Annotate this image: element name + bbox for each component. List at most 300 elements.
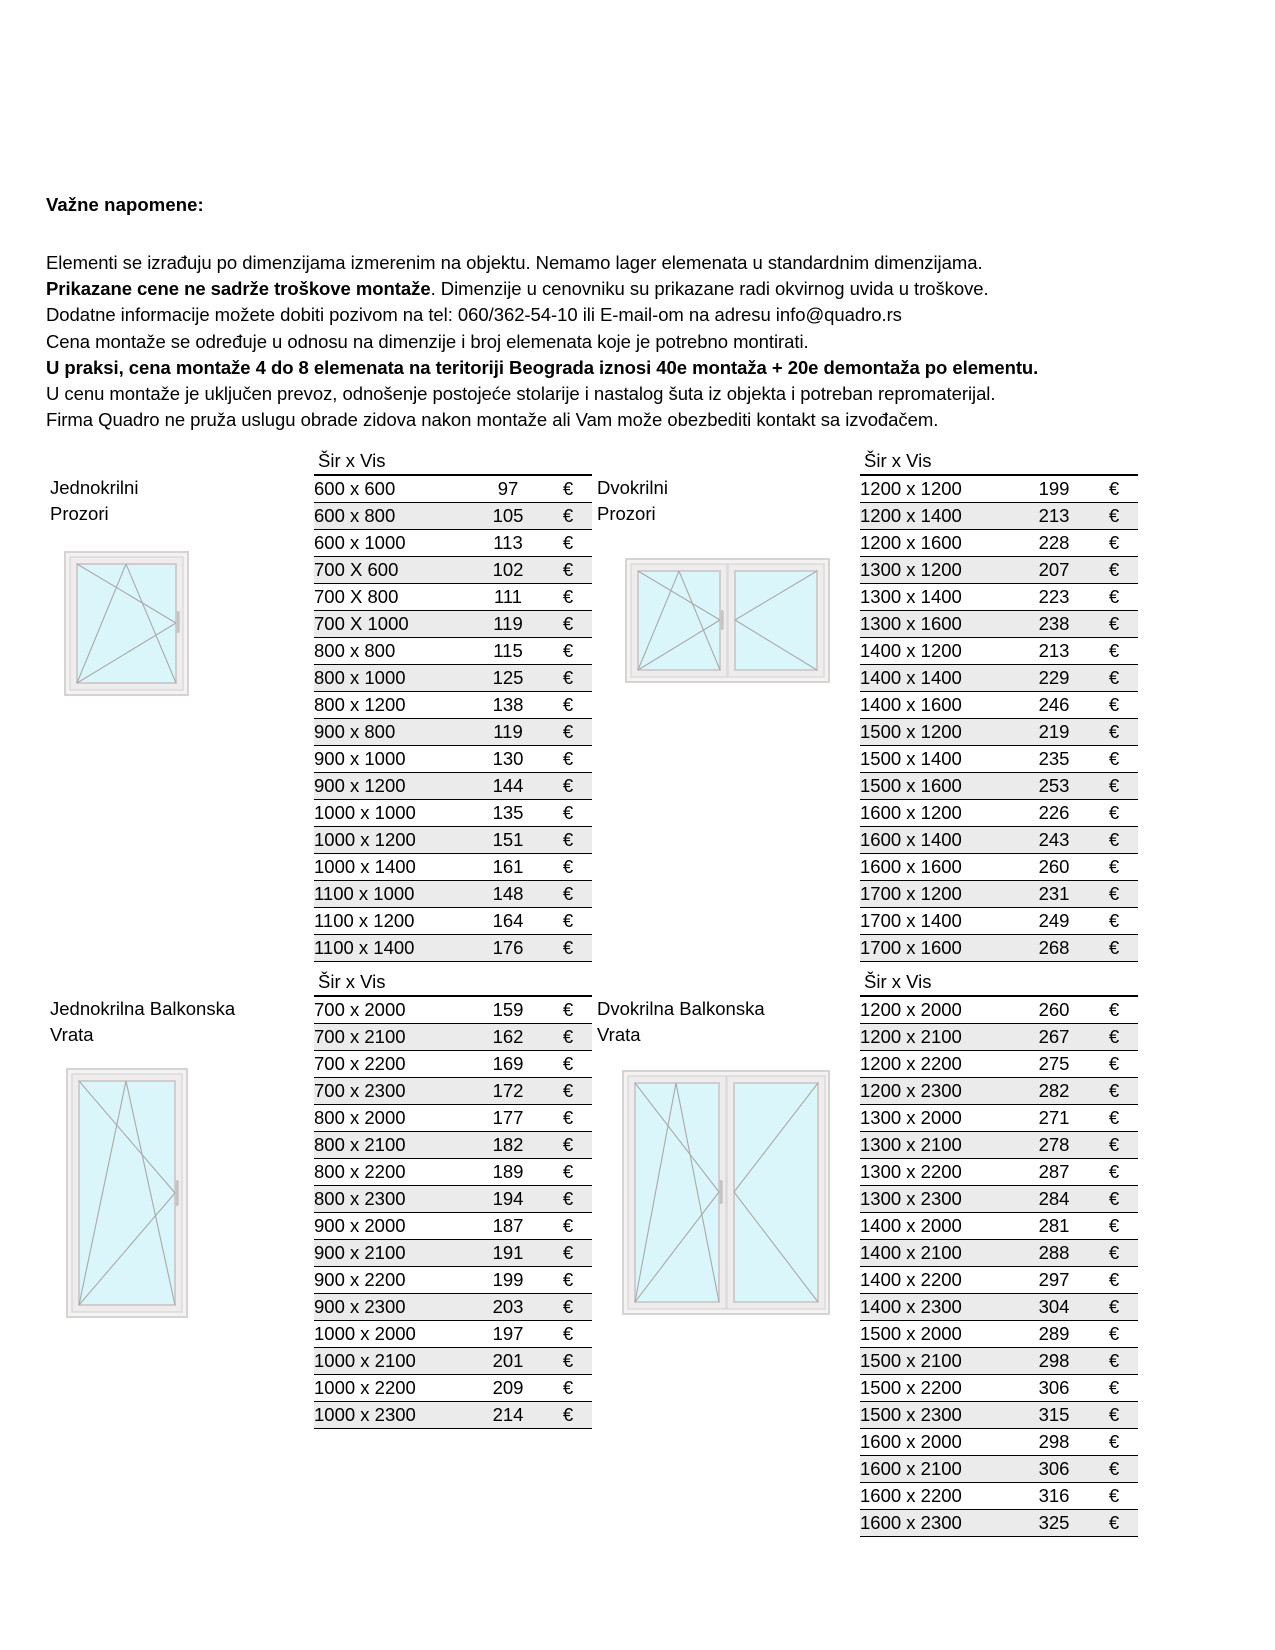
- table-row: [860, 1159, 1138, 1186]
- table-row: [860, 1348, 1138, 1375]
- table-row: [860, 827, 1138, 854]
- table-row: [860, 665, 1138, 692]
- cell-price: 130: [472, 746, 544, 773]
- cell-currency: €: [1090, 1483, 1138, 1510]
- table-row: [860, 1375, 1138, 1402]
- cell-price: 297: [1018, 1267, 1090, 1294]
- cell-currency: €: [544, 530, 592, 557]
- cell-currency: €: [1090, 1213, 1138, 1240]
- table-row: [860, 935, 1138, 962]
- cell-price: 306: [1018, 1456, 1090, 1483]
- cell-price: 151: [472, 827, 544, 854]
- cell-currency: €: [1090, 1375, 1138, 1402]
- price-table-dvokrilna-balkonska-vrata: [860, 997, 1138, 1537]
- cell-currency: €: [1090, 1294, 1138, 1321]
- cell-currency: €: [1090, 1348, 1138, 1375]
- cell-currency: €: [544, 1402, 592, 1429]
- cell-dimension: 1000 x 2000: [314, 1321, 472, 1348]
- cell-price: 135: [472, 800, 544, 827]
- table-row: [314, 584, 592, 611]
- cell-currency: €: [544, 908, 592, 935]
- cell-dimension: 1500 x 2200: [860, 1375, 1018, 1402]
- cell-dimension: 700 x 2000: [314, 997, 472, 1024]
- cell-dimension: 1300 x 2200: [860, 1159, 1018, 1186]
- table-row: [860, 692, 1138, 719]
- table-header-jednokrilni-prozori: Šir x Vis: [314, 450, 592, 476]
- table-row: [314, 746, 592, 773]
- cell-price: 271: [1018, 1105, 1090, 1132]
- table-row: [314, 1024, 592, 1051]
- cell-dimension: 1000 x 2200: [314, 1375, 472, 1402]
- cell-price: 187: [472, 1213, 544, 1240]
- cell-currency: €: [544, 476, 592, 503]
- table-row: [860, 611, 1138, 638]
- cell-dimension: 1600 x 1200: [860, 800, 1018, 827]
- table-row: [314, 1105, 592, 1132]
- price-table-jednokrilni-prozori: [314, 476, 592, 962]
- cell-dimension: 1300 x 2100: [860, 1132, 1018, 1159]
- cell-currency: €: [1090, 997, 1138, 1024]
- cell-price: 161: [472, 854, 544, 881]
- cell-price: 97: [472, 476, 544, 503]
- table-row: [314, 503, 592, 530]
- cell-dimension: 1600 x 2300: [860, 1510, 1018, 1537]
- cell-price: 119: [472, 719, 544, 746]
- note-line-5: U praksi, cena montaže 4 do 8 elemenata na teritoriji Beograda iznosi 40e montaža + 20e demontaža po elementu.: [46, 356, 1039, 378]
- cell-price: 284: [1018, 1186, 1090, 1213]
- price-table-jednokrilna-balkonska-vrata: [314, 997, 592, 1429]
- figure-jednokrilni-prozor: [64, 551, 189, 701]
- cell-dimension: 1200 x 1400: [860, 503, 1018, 530]
- table-row: [860, 719, 1138, 746]
- cell-currency: €: [1090, 476, 1138, 503]
- cell-price: 226: [1018, 800, 1090, 827]
- cell-price: 177: [472, 1105, 544, 1132]
- cell-dimension: 1400 x 1400: [860, 665, 1018, 692]
- table-row: [314, 1375, 592, 1402]
- cell-dimension: 1500 x 1600: [860, 773, 1018, 800]
- cell-currency: €: [544, 1348, 592, 1375]
- cell-price: 194: [472, 1186, 544, 1213]
- cell-currency: €: [1090, 719, 1138, 746]
- cell-currency: €: [1090, 1510, 1138, 1537]
- category-label-line1: Dvokrilni: [597, 477, 668, 498]
- cell-price: 172: [472, 1078, 544, 1105]
- table-row: [314, 1240, 592, 1267]
- cell-dimension: 1200 x 2100: [860, 1024, 1018, 1051]
- cell-currency: €: [544, 1105, 592, 1132]
- table-row: [314, 827, 592, 854]
- cell-price: 102: [472, 557, 544, 584]
- cell-dimension: 700 X 1000: [314, 611, 472, 638]
- table-block-jednokrilni-prozori: [314, 450, 592, 962]
- cell-dimension: 1200 x 2200: [860, 1051, 1018, 1078]
- cell-price: 298: [1018, 1348, 1090, 1375]
- cell-currency: €: [1090, 854, 1138, 881]
- cell-price: 231: [1018, 881, 1090, 908]
- cell-dimension: 600 x 600: [314, 476, 472, 503]
- table-row: [314, 611, 592, 638]
- cell-price: 306: [1018, 1375, 1090, 1402]
- table-row: [860, 1267, 1138, 1294]
- cell-price: 288: [1018, 1240, 1090, 1267]
- cell-price: 268: [1018, 935, 1090, 962]
- cell-dimension: 1400 x 2300: [860, 1294, 1018, 1321]
- table-row: [314, 908, 592, 935]
- table-row: [314, 1267, 592, 1294]
- cell-dimension: 1300 x 1600: [860, 611, 1018, 638]
- cell-price: 201: [472, 1348, 544, 1375]
- cell-currency: €: [544, 665, 592, 692]
- cell-dimension: 1600 x 1400: [860, 827, 1018, 854]
- cell-currency: €: [544, 746, 592, 773]
- cell-price: 278: [1018, 1132, 1090, 1159]
- cell-price: 148: [472, 881, 544, 908]
- cell-currency: €: [1090, 1105, 1138, 1132]
- cell-dimension: 1500 x 2000: [860, 1321, 1018, 1348]
- table-row: [860, 638, 1138, 665]
- cell-dimension: 1400 x 2000: [860, 1213, 1018, 1240]
- cell-currency: €: [544, 1186, 592, 1213]
- table-row: [314, 1078, 592, 1105]
- cell-dimension: 800 x 1000: [314, 665, 472, 692]
- cell-dimension: 1400 x 1600: [860, 692, 1018, 719]
- table-row: [860, 1078, 1138, 1105]
- cell-dimension: 700 x 2100: [314, 1024, 472, 1051]
- figure-dvokrilni-prozor: [625, 558, 830, 688]
- table-row: [860, 1321, 1138, 1348]
- cell-price: 164: [472, 908, 544, 935]
- cell-dimension: 1300 x 1200: [860, 557, 1018, 584]
- note-line-2-bold: Prikazane cene ne sadrže troškove montaže: [46, 278, 431, 300]
- table-row: [314, 1402, 592, 1429]
- cell-currency: €: [1090, 1024, 1138, 1051]
- cell-dimension: 800 x 2200: [314, 1159, 472, 1186]
- cell-dimension: 1700 x 1600: [860, 935, 1018, 962]
- cell-currency: €: [1090, 1429, 1138, 1456]
- cell-price: 138: [472, 692, 544, 719]
- table-row: [314, 1348, 592, 1375]
- category-label-line1: Jednokrilni: [50, 477, 139, 498]
- table-row: [860, 1294, 1138, 1321]
- cell-currency: €: [1090, 1402, 1138, 1429]
- cell-dimension: 900 x 800: [314, 719, 472, 746]
- table-row: [860, 1051, 1138, 1078]
- cell-currency: €: [1090, 935, 1138, 962]
- cell-currency: €: [1090, 1132, 1138, 1159]
- table-block-jednokrilna-balkonska-vrata: [314, 971, 592, 1429]
- category-label-line2: Prozori: [50, 503, 109, 524]
- cell-currency: €: [544, 1078, 592, 1105]
- cell-price: 207: [1018, 557, 1090, 584]
- table-row: [860, 746, 1138, 773]
- cell-price: 213: [1018, 638, 1090, 665]
- table-row: [860, 854, 1138, 881]
- table-row: [314, 773, 592, 800]
- cell-dimension: 900 x 2300: [314, 1294, 472, 1321]
- cell-currency: €: [1090, 1240, 1138, 1267]
- cell-currency: €: [1090, 638, 1138, 665]
- table-row: [860, 584, 1138, 611]
- cell-currency: €: [1090, 1159, 1138, 1186]
- cell-price: 260: [1018, 854, 1090, 881]
- cell-price: 282: [1018, 1078, 1090, 1105]
- table-row: [860, 1132, 1138, 1159]
- table-row: [860, 557, 1138, 584]
- cell-price: 219: [1018, 719, 1090, 746]
- category-label-dvokrilna-balkonska-vrata: [597, 996, 765, 1048]
- cell-price: 281: [1018, 1213, 1090, 1240]
- cell-currency: €: [544, 1213, 592, 1240]
- cell-currency: €: [544, 692, 592, 719]
- table-row: [860, 1429, 1138, 1456]
- note-line-1: Elementi se izrađuju po dimenzijama izmerenim na objektu. Nemamo lager elemenata u standardnim dimenzijama.: [46, 252, 983, 273]
- cell-dimension: 900 x 1000: [314, 746, 472, 773]
- notes-title: Važne napomene:: [46, 194, 204, 215]
- note-line-6: U cenu montaže je uključen prevoz, odnošenje postojeće stolarije i nastalog šuta iz objekta i potreban repromaterijal.: [46, 383, 996, 405]
- cell-currency: €: [544, 719, 592, 746]
- table-row: [860, 1024, 1138, 1051]
- table-row: [314, 476, 592, 503]
- table-row: [314, 935, 592, 962]
- cell-price: 125: [472, 665, 544, 692]
- table-block-dvokrilni-prozori: [860, 450, 1138, 962]
- cell-currency: €: [1090, 773, 1138, 800]
- table-header-dvokrilna-balkonska-vrata: Šir x Vis: [860, 971, 1138, 997]
- cell-dimension: 1600 x 1600: [860, 854, 1018, 881]
- cell-dimension: 800 x 2000: [314, 1105, 472, 1132]
- cell-currency: €: [544, 584, 592, 611]
- cell-currency: €: [544, 638, 592, 665]
- cell-dimension: 700 x 2300: [314, 1078, 472, 1105]
- cell-currency: €: [544, 1267, 592, 1294]
- cell-dimension: 1100 x 1400: [314, 935, 472, 962]
- table-row: [860, 1105, 1138, 1132]
- cell-currency: €: [1090, 1078, 1138, 1105]
- cell-dimension: 1200 x 2300: [860, 1078, 1018, 1105]
- table-row: [860, 881, 1138, 908]
- cell-price: 182: [472, 1132, 544, 1159]
- cell-price: 289: [1018, 1321, 1090, 1348]
- table-row: [860, 1483, 1138, 1510]
- cell-dimension: 1500 x 1200: [860, 719, 1018, 746]
- cell-currency: €: [544, 1321, 592, 1348]
- table-row: [860, 1402, 1138, 1429]
- cell-currency: €: [1090, 827, 1138, 854]
- cell-price: 298: [1018, 1429, 1090, 1456]
- cell-currency: €: [1090, 1321, 1138, 1348]
- cell-dimension: 900 x 2200: [314, 1267, 472, 1294]
- cell-currency: €: [544, 800, 592, 827]
- cell-currency: €: [544, 881, 592, 908]
- cell-price: 197: [472, 1321, 544, 1348]
- cell-dimension: 1300 x 1400: [860, 584, 1018, 611]
- figure-dvokrilna-balkonska-vrata: [622, 1070, 830, 1320]
- category-label-line2: Prozori: [597, 503, 656, 524]
- table-row: [314, 1159, 592, 1186]
- cell-currency: €: [1090, 881, 1138, 908]
- cell-price: 213: [1018, 503, 1090, 530]
- cell-dimension: 1400 x 1200: [860, 638, 1018, 665]
- cell-dimension: 1000 x 1000: [314, 800, 472, 827]
- cell-price: 275: [1018, 1051, 1090, 1078]
- cell-currency: €: [1090, 1186, 1138, 1213]
- table-row: [860, 503, 1138, 530]
- cell-currency: €: [1090, 800, 1138, 827]
- cell-price: 228: [1018, 530, 1090, 557]
- cell-dimension: 700 x 2200: [314, 1051, 472, 1078]
- cell-currency: €: [1090, 665, 1138, 692]
- note-line-4: Cena montaže se određuje u odnosu na dimenzije i broj elemenata koje je potrebno montirati.: [46, 330, 809, 352]
- figure-jednokrilna-balkonska-vrata: [66, 1068, 188, 1323]
- cell-price: 304: [1018, 1294, 1090, 1321]
- cell-dimension: 900 x 2000: [314, 1213, 472, 1240]
- table-row: [314, 1213, 592, 1240]
- cell-dimension: 1700 x 1200: [860, 881, 1018, 908]
- table-row: [860, 476, 1138, 503]
- cell-currency: €: [544, 1294, 592, 1321]
- cell-price: 316: [1018, 1483, 1090, 1510]
- cell-dimension: 1000 x 1400: [314, 854, 472, 881]
- cell-price: 159: [472, 997, 544, 1024]
- table-row: [314, 1132, 592, 1159]
- cell-currency: €: [1090, 530, 1138, 557]
- cell-dimension: 600 x 1000: [314, 530, 472, 557]
- cell-currency: €: [544, 935, 592, 962]
- cell-dimension: 900 x 1200: [314, 773, 472, 800]
- cell-dimension: 600 x 800: [314, 503, 472, 530]
- cell-price: 189: [472, 1159, 544, 1186]
- table-row: [314, 881, 592, 908]
- cell-dimension: 1700 x 1400: [860, 908, 1018, 935]
- cell-currency: €: [544, 773, 592, 800]
- table-row: [314, 638, 592, 665]
- table-row: [860, 1456, 1138, 1483]
- cell-price: 238: [1018, 611, 1090, 638]
- cell-dimension: 800 x 2100: [314, 1132, 472, 1159]
- table-row: [860, 908, 1138, 935]
- cell-price: 253: [1018, 773, 1090, 800]
- cell-dimension: 1100 x 1000: [314, 881, 472, 908]
- cell-price: 287: [1018, 1159, 1090, 1186]
- cell-dimension: 1600 x 2000: [860, 1429, 1018, 1456]
- cell-currency: €: [1090, 692, 1138, 719]
- cell-currency: €: [544, 1051, 592, 1078]
- table-row: [314, 800, 592, 827]
- cell-price: 119: [472, 611, 544, 638]
- cell-currency: €: [1090, 557, 1138, 584]
- cell-dimension: 1300 x 2300: [860, 1186, 1018, 1213]
- table-row: [314, 997, 592, 1024]
- cell-dimension: 700 X 800: [314, 584, 472, 611]
- cell-dimension: 1500 x 1400: [860, 746, 1018, 773]
- cell-price: 243: [1018, 827, 1090, 854]
- cell-currency: €: [1090, 1267, 1138, 1294]
- note-line-2: [46, 276, 1196, 302]
- price-table-dvokrilni-prozori: [860, 476, 1138, 962]
- category-label-dvokrilni-prozori: [597, 475, 668, 527]
- cell-dimension: 1400 x 2100: [860, 1240, 1018, 1267]
- cell-currency: €: [1090, 611, 1138, 638]
- cell-currency: €: [1090, 1456, 1138, 1483]
- cell-price: 191: [472, 1240, 544, 1267]
- table-header-dvokrilni-prozori: Šir x Vis: [860, 450, 1138, 476]
- category-label-jednokrilna-balkonska-vrata: [50, 996, 235, 1048]
- table-row: [314, 854, 592, 881]
- cell-price: 209: [472, 1375, 544, 1402]
- note-line-7: Firma Quadro ne pruža uslugu obrade zidova nakon montaže ali Vam može obezbediti kontakt sa izvođačem.: [46, 409, 939, 431]
- cell-price: 315: [1018, 1402, 1090, 1429]
- cell-dimension: 1300 x 2000: [860, 1105, 1018, 1132]
- table-row: [860, 1240, 1138, 1267]
- cell-currency: €: [1090, 503, 1138, 530]
- cell-dimension: 1400 x 2200: [860, 1267, 1018, 1294]
- table-block-dvokrilna-balkonska-vrata: [860, 971, 1138, 1537]
- cell-price: 203: [472, 1294, 544, 1321]
- table-row: [860, 1510, 1138, 1537]
- cell-currency: €: [544, 1159, 592, 1186]
- cell-dimension: 800 x 2300: [314, 1186, 472, 1213]
- cell-price: 325: [1018, 1510, 1090, 1537]
- cell-dimension: 1000 x 1200: [314, 827, 472, 854]
- category-label-jednokrilni-prozori: [50, 475, 138, 527]
- cell-dimension: 800 x 800: [314, 638, 472, 665]
- cell-price: 111: [472, 584, 544, 611]
- cell-price: 260: [1018, 997, 1090, 1024]
- important-notes-block: [46, 192, 1196, 433]
- table-row: [860, 997, 1138, 1024]
- category-label-line2: Vrata: [597, 1024, 641, 1045]
- cell-dimension: 900 x 2100: [314, 1240, 472, 1267]
- cell-currency: €: [544, 1240, 592, 1267]
- cell-dimension: 1500 x 2100: [860, 1348, 1018, 1375]
- cell-currency: €: [1090, 746, 1138, 773]
- cell-price: 214: [472, 1402, 544, 1429]
- note-line-2-rest: . Dimenzije u cenovniku su prikazane radi okvirnog uvida u troškove.: [430, 278, 989, 300]
- cell-price: 162: [472, 1024, 544, 1051]
- category-label-line1: Jednokrilna Balkonska: [50, 998, 236, 1019]
- cell-currency: €: [544, 997, 592, 1024]
- cell-currency: €: [1090, 584, 1138, 611]
- table-row: [860, 800, 1138, 827]
- table-row: [314, 557, 592, 584]
- cell-price: 199: [472, 1267, 544, 1294]
- cell-price: 267: [1018, 1024, 1090, 1051]
- cell-dimension: 1200 x 1200: [860, 476, 1018, 503]
- cell-dimension: 1100 x 1200: [314, 908, 472, 935]
- cell-currency: €: [544, 611, 592, 638]
- table-row: [314, 1051, 592, 1078]
- table-row: [314, 1294, 592, 1321]
- table-row: [314, 665, 592, 692]
- cell-dimension: 800 x 1200: [314, 692, 472, 719]
- cell-currency: €: [544, 1024, 592, 1051]
- table-row: [860, 1213, 1138, 1240]
- category-label-line2: Vrata: [50, 1024, 94, 1045]
- cell-dimension: 1200 x 2000: [860, 997, 1018, 1024]
- table-row: [860, 773, 1138, 800]
- cell-currency: €: [544, 1132, 592, 1159]
- table-row: [860, 1186, 1138, 1213]
- cell-price: 223: [1018, 584, 1090, 611]
- cell-price: 144: [472, 773, 544, 800]
- cell-dimension: 1600 x 2100: [860, 1456, 1018, 1483]
- cell-dimension: 1600 x 2200: [860, 1483, 1018, 1510]
- cell-currency: €: [1090, 908, 1138, 935]
- table-row: [314, 1186, 592, 1213]
- cell-dimension: 700 X 600: [314, 557, 472, 584]
- table-row: [314, 530, 592, 557]
